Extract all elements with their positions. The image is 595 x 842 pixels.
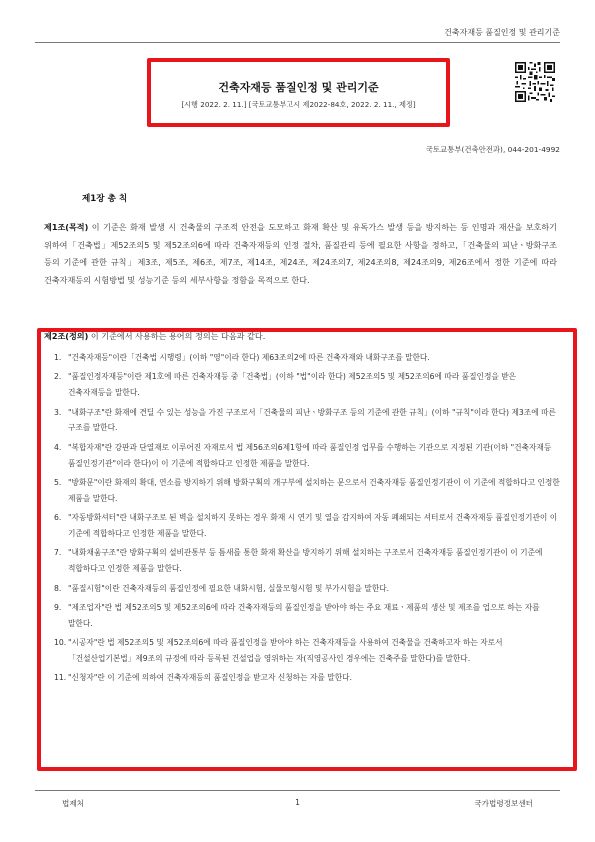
item-number: 1. <box>54 353 62 362</box>
title-highlight-box <box>147 58 450 127</box>
definition-item <box>54 545 564 577</box>
article-2-heading <box>44 331 265 342</box>
enactment-info: [시행 2022. 2. 11.] [국토교통부고시 제2022-84호, 2022. 2. 11., 제정] <box>181 100 416 109</box>
item-text: "내화채움구조"란 방화구획의 설비관통부 등 틈새를 통한 화재 확산을 방지하기 위해 설치하는 구조로서 건축자재등 품질인정기관이 이 기준에 적합하다고 인정한 제품을 말한다. <box>68 548 543 574</box>
article-1-text: 이 기준은 화재 발생 시 건축물의 구조적 안전을 도모하고 화재 확산 및 유독가스 발생 등을 방지하는 등 인명과 재산을 보호하기 위하여「건축법」제52조의5 및 제52조의6에 따라 건축자재등의 인정 절차, 품질관리 등에 필요한 사항을 정하고,「건축물의 피난ㆍ방화구조 등의 기준에 관한 규칙」제3조, 제5조, 제6조, 제7조, 제14조, 제24조, 제24조의7, 제24조의8, 제24조의9, 제26조에서 정한 기준에 따라 건축자재등의 시험방법 및 성능기준 등의 세부사항을 정함을 목적으로 한다. <box>44 222 557 285</box>
definition-item <box>54 405 564 437</box>
qr-code-icon[interactable] <box>515 62 555 102</box>
definition-item <box>54 670 564 686</box>
document-title: 건축자재등 품질인정 및 관리기준 <box>218 81 379 94</box>
ministry-contact: 국토교통부(건축안전과), 044-201-4992 <box>425 145 560 154</box>
item-number: 3. <box>54 407 62 417</box>
item-text: "품질시험"이란 건축자재등의 품질인정에 필요한 내화시험, 실물모형시험 및 부가시험을 말한다. <box>68 583 390 593</box>
article-2-intro: 이 기준에서 사용하는 용어의 정의는 다음과 같다. <box>88 331 266 341</box>
item-number: 2. <box>54 372 62 382</box>
definition-item <box>54 510 564 542</box>
header-divider <box>35 42 560 43</box>
item-text: "품질인정자재등"이란 제1호에 따른 건축자재등 중「건축법」(이하 "법"이라 한다) 제52조의5 및 제52조의6에 따라 품질인정을 받은 건축자재등을 말한다. <box>68 372 517 398</box>
chapter-heading: 제1장 총 칙 <box>82 194 128 204</box>
item-number: 8. <box>54 583 62 593</box>
footer-source: 법제처 <box>62 799 85 808</box>
header-doc-name: 건축자재등 품질인정 및 관리기준 <box>444 28 560 37</box>
item-number: 7. <box>54 548 62 558</box>
item-text: "내화구조"란 화재에 견딜 수 있는 성능을 가진 구조로서「건축물의 피난ㆍ방화구조 등의 기준에 관한 규칙」(이하 "규칙"이라 한다) 제3조에 따른 구조를 말한다. <box>68 407 556 433</box>
item-number: 6. <box>54 513 62 523</box>
footer-divider <box>35 790 560 791</box>
article-1 <box>44 219 557 289</box>
definition-item <box>54 635 564 667</box>
article-1-label: 제1조(목적) <box>44 222 89 232</box>
definition-item <box>54 581 564 597</box>
item-text: "방화문"이란 화재의 확대, 연소를 방지하기 위해 방화구획의 개구부에 설치하는 문으로서 건축자재등 품질인정기관이 이 기준에 적합하다고 인정한 제품을 말한다. <box>68 477 560 503</box>
item-number: 11. <box>54 673 67 683</box>
item-text: "신청자"란 이 기준에 의하여 건축자재등의 품질인정을 받고자 신청하는 자를 말한다. <box>68 673 352 683</box>
definition-item <box>54 350 564 366</box>
definition-item <box>54 369 564 401</box>
page-number: 1 <box>295 798 300 807</box>
item-number: 4. <box>54 442 62 452</box>
definition-item <box>54 600 564 632</box>
item-text: "제조업자"란 법 제52조의5 및 제52조의6에 따라 건축자재등의 품질인정을 받아야 하는 주요 재료ㆍ제품의 생산 및 제조를 업으로 하는 자를 말한다. <box>68 602 540 628</box>
item-text: "자동방화셔터"란 내화구조로 된 벽을 설치하지 못하는 경우 화재 시 연기 및 열을 감지하여 자동 폐쇄되는 셔터로서 건축자재등 품질인정기관이 이 기준에 적합하다고 인정한 제품을 말한다. <box>68 513 558 538</box>
definition-item <box>54 440 564 472</box>
item-number: 5. <box>54 477 62 487</box>
item-text: "복합자재"란 강판과 단열재로 이루어진 자재로서 법 제56조의6제1항에 따라 품질인정 업무를 수행하는 기관으로 지정된 기관(이하 "건축자재등 품질인정기관"이라 한다)이 이 기준에 적합하다고 인정한 제품을 말한다. <box>68 442 552 468</box>
definition-item <box>54 475 564 507</box>
item-text: "시공자"란 법 제52조의5 및 제52조의6에 따라 품질인정을 받아야 하는 건축자재등을 사용하여 건축물을 건축하고자 하는 자로서「건설산업기본법」제9조의 규정에 따라 등록된 건설업을 영위하는 자(직영공사인 경우에는 건축주를 말한다)를 말한다. <box>68 638 503 663</box>
footer-publisher: 국가법령정보센터 <box>474 799 533 808</box>
item-number: 9. <box>54 602 62 612</box>
item-number: 10. <box>54 638 67 648</box>
item-text: "건축자재등"이란「건축법 시행령」(이하 "영"이라 한다) 제63조의2에 따른 건축자재와 내화구조를 말한다. <box>68 353 430 362</box>
article-2-label: 제2조(정의) <box>44 331 89 341</box>
definition-list <box>54 350 564 690</box>
